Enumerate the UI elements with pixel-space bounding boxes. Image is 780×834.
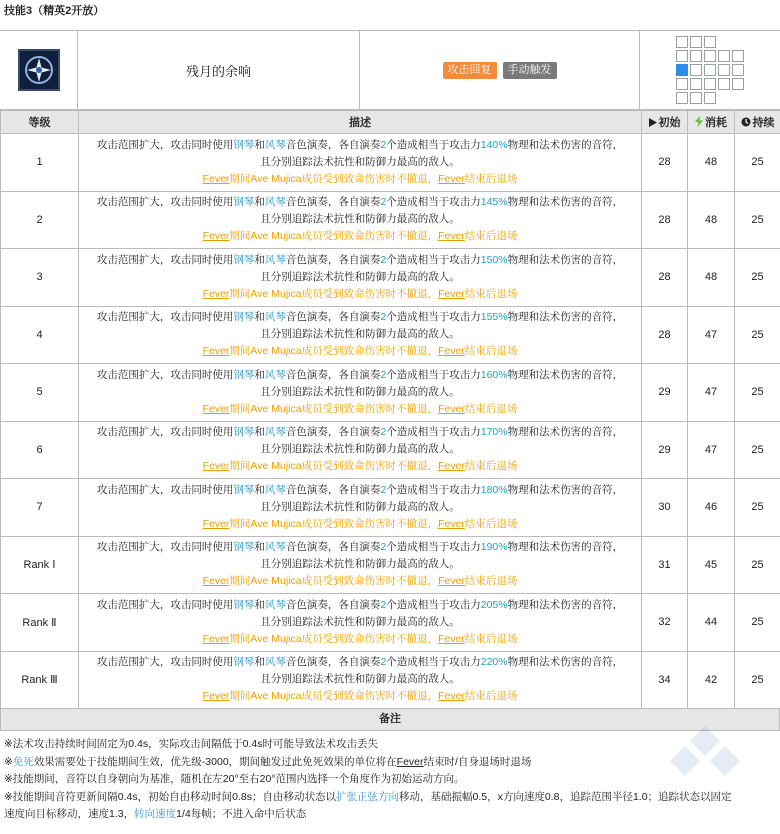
range-cell-self [676, 64, 688, 76]
desc-line-2: 且分别追踪法术抗性和防御力最高的敌人。 [260, 385, 460, 398]
desc-line-2: 且分别追踪法术抗性和防御力最高的敌人。 [260, 443, 460, 456]
desc-text: 音色演奏，各自演奏 [285, 138, 381, 151]
row-cost: 48 [688, 191, 735, 249]
fever-link[interactable]: Fever [396, 755, 424, 768]
desc-line-3 [81, 631, 639, 648]
piano-link[interactable]: 钢琴 [233, 138, 255, 151]
desc-line-1 [81, 424, 639, 441]
note-text: 1/4每帧；不进入命中后状态 [176, 808, 307, 820]
desc-text: 结束后退场 [464, 575, 518, 588]
desc-line-1 [81, 194, 639, 211]
note-count: 2 [380, 368, 387, 381]
row-initial: 28 [642, 306, 688, 364]
row-initial: 28 [642, 191, 688, 249]
row-duration: 25 [735, 134, 780, 192]
desc-line-1 [81, 367, 639, 384]
atk-percent: 205% [480, 598, 508, 611]
desc-text: 结束后退场 [464, 690, 518, 703]
desc-text: 结束后退场 [464, 517, 518, 530]
desc-line-1 [81, 252, 639, 269]
table-row [1, 479, 780, 537]
clock-icon [741, 117, 751, 130]
desc-text: 和 [254, 541, 265, 554]
range-cell-attack [732, 64, 744, 76]
desc-text: 结束后退场 [464, 172, 518, 185]
desc-text: 音色演奏，各自演奏 [285, 253, 381, 266]
range-cell-empty [718, 36, 730, 48]
range-cell-attack [676, 78, 688, 90]
desc-text: 期间Ave Mujica成员受到致命伤害时不撤退， [229, 287, 439, 300]
range-cell-attack [676, 50, 688, 62]
desc-line-1 [81, 137, 639, 154]
desc-text: 攻击范围扩大，攻击同时使用 [96, 483, 234, 496]
desc-text: 期间Ave Mujica成员受到致命伤害时不撤退， [229, 172, 439, 185]
range-cell-attack [718, 64, 730, 76]
range-cell-attack [732, 78, 744, 90]
desc-text: 物理和法术伤害的音符， [507, 368, 624, 381]
row-duration: 25 [735, 191, 780, 249]
piano-link[interactable]: 钢琴 [233, 368, 255, 381]
note-text: 结束时/自身退场时退场 [423, 755, 532, 768]
desc-text: 个造成相当于攻击力 [386, 196, 481, 209]
fever-link[interactable]: Fever [438, 460, 465, 473]
row-duration: 25 [735, 651, 780, 709]
row-level: 6 [1, 421, 79, 479]
atk-percent: 155% [480, 311, 508, 324]
table-row [1, 134, 780, 192]
desc-text: 攻击范围扩大，攻击同时使用 [96, 196, 234, 209]
desc-line-2: 且分别追踪法术抗性和防御力最高的敌人。 [260, 213, 460, 226]
desc-line-1 [81, 539, 639, 556]
row-cost: 47 [688, 306, 735, 364]
desc-line-3 [81, 516, 639, 533]
row-cost: 47 [688, 421, 735, 479]
desc-line-3 [81, 228, 639, 245]
desc-text: 物理和法术伤害的音符， [507, 138, 624, 151]
turn-speed-link[interactable]: 转向速度 [134, 808, 177, 820]
lightning-icon [695, 116, 703, 130]
note-line: ※技能期间，音符以自身朝向为基准，随机在左20°至右20°范围内选择一个角度作为初始运动方向。 [4, 773, 465, 785]
range-cell-attack [690, 36, 702, 48]
row-level: 7 [1, 479, 79, 537]
desc-text: 结束后退场 [464, 345, 518, 358]
note-text: 速度向目标移动，速度1.3， [4, 808, 135, 820]
row-initial: 28 [642, 134, 688, 192]
piano-link[interactable]: 钢琴 [233, 426, 255, 439]
fever-link[interactable]: Fever [202, 690, 230, 703]
desc-text: 和 [254, 656, 265, 669]
note-text: ※技能期间音符更新间隔0.4s，初始自由移动时间0.8s；自由移动状态以 [4, 790, 336, 803]
desc-text: 物理和法术伤害的音符， [507, 598, 624, 611]
table-row [1, 536, 780, 594]
organ-link[interactable]: 风琴 [264, 253, 286, 266]
note-line: ※法术攻击持续时间固定为0.4s，实际攻击间隔低于0.4s时可能导致法术攻击丢失 [4, 738, 378, 750]
row-initial: 29 [642, 364, 688, 422]
header-cost-label: 消耗 [705, 117, 727, 129]
desc-text: 期间Ave Mujica成员受到致命伤害时不撤退， [229, 690, 439, 703]
note-text: 移动，基础振幅0.5，x方向速度0.8，追踪范围半径1.0；追踪状态以固定 [399, 790, 732, 803]
desc-text: 结束后退场 [464, 230, 518, 243]
header-desc: 描述 [79, 111, 642, 134]
organ-link[interactable]: 风琴 [264, 598, 286, 611]
fever-link[interactable]: Fever [438, 690, 465, 703]
desc-text: 物理和法术伤害的音符， [507, 483, 624, 496]
desc-line-3 [81, 573, 639, 590]
desc-text: 攻击范围扩大，攻击同时使用 [96, 598, 234, 611]
desc-text: 攻击范围扩大，攻击同时使用 [96, 426, 234, 439]
fever-link[interactable]: Fever [202, 287, 230, 300]
header-duration-label: 持续 [752, 117, 775, 129]
row-initial: 30 [642, 479, 688, 537]
row-level: 4 [1, 306, 79, 364]
row-level: 2 [1, 191, 79, 249]
desc-text: 期间Ave Mujica成员受到致命伤害时不撤退， [229, 632, 439, 645]
organ-link[interactable]: 风琴 [264, 656, 286, 669]
piano-link[interactable]: 钢琴 [233, 483, 255, 496]
note-count: 2 [380, 196, 387, 209]
row-cost: 48 [688, 249, 735, 307]
row-description [79, 479, 642, 537]
atk-percent: 220% [480, 656, 508, 669]
desc-text: 音色演奏，各自演奏 [285, 598, 381, 611]
row-duration: 25 [735, 536, 780, 594]
table-row [1, 191, 780, 249]
desc-text: 攻击范围扩大，攻击同时使用 [96, 541, 234, 554]
fever-link[interactable]: Fever [202, 402, 230, 415]
fever-link[interactable]: Fever [438, 287, 465, 300]
table-header-row [1, 111, 780, 134]
row-description [79, 594, 642, 652]
organ-link[interactable]: 风琴 [264, 368, 286, 381]
desc-line-3 [81, 688, 639, 705]
header-initial-label: 初始 [658, 117, 681, 129]
desc-text: 期间Ave Mujica成员受到致命伤害时不撤退， [229, 517, 439, 530]
desc-line-3 [81, 171, 639, 188]
desc-text: 物理和法术伤害的音符， [507, 541, 624, 554]
row-level: 3 [1, 249, 79, 307]
desc-text: 个造成相当于攻击力 [386, 541, 481, 554]
piano-link[interactable]: 钢琴 [233, 541, 255, 554]
atk-percent: 150% [480, 253, 508, 266]
fever-link[interactable]: Fever [438, 517, 465, 530]
table-row [1, 249, 780, 307]
desc-text: 攻击范围扩大，攻击同时使用 [96, 311, 234, 324]
skill-header [0, 30, 780, 110]
desc-text: 音色演奏，各自演奏 [285, 196, 381, 209]
row-initial: 29 [642, 421, 688, 479]
row-level: Rank Ⅲ [1, 651, 79, 709]
desc-text: 和 [254, 138, 265, 151]
desc-text: 和 [254, 368, 265, 381]
range-cell-attack [718, 78, 730, 90]
desc-text: 结束后退场 [464, 632, 518, 645]
desc-text: 期间Ave Mujica成员受到致命伤害时不撤退， [229, 402, 439, 415]
desc-text: 音色演奏，各自演奏 [285, 656, 381, 669]
fever-link[interactable]: Fever [202, 345, 230, 358]
row-duration: 25 [735, 249, 780, 307]
atk-percent: 190% [480, 541, 508, 554]
desc-text: 个造成相当于攻击力 [386, 426, 481, 439]
organ-link[interactable]: 风琴 [264, 311, 286, 324]
row-description [79, 134, 642, 192]
fever-link[interactable]: Fever [202, 632, 230, 645]
desc-text: 和 [254, 196, 265, 209]
row-duration: 25 [735, 479, 780, 537]
fever-link[interactable]: Fever [202, 230, 230, 243]
piano-link[interactable]: 钢琴 [233, 253, 255, 266]
desc-text: 个造成相当于攻击力 [386, 253, 481, 266]
desc-text: 期间Ave Mujica成员受到致命伤害时不撤退， [229, 345, 439, 358]
fever-link[interactable]: Fever [202, 575, 230, 588]
desc-text: 个造成相当于攻击力 [386, 311, 481, 324]
desc-text: 攻击范围扩大，攻击同时使用 [96, 368, 234, 381]
sine-direction-link[interactable]: 扩张正弦方向 [336, 790, 399, 803]
desc-line-1 [81, 482, 639, 499]
desc-line-3 [81, 286, 639, 303]
desc-text: 物理和法术伤害的音符， [507, 196, 624, 209]
range-cell-attack [704, 36, 716, 48]
desc-text: 个造成相当于攻击力 [386, 138, 481, 151]
range-cell-attack [732, 50, 744, 62]
note-text: 效果需要处于技能期间生效，优先级-3000，期间触发过此免死效果的单位将在 [33, 755, 397, 768]
header-cost [688, 111, 735, 134]
desc-line-1 [81, 597, 639, 614]
fever-link[interactable]: Fever [202, 460, 230, 473]
desc-line-3 [81, 401, 639, 418]
fever-link[interactable]: Fever [438, 632, 465, 645]
skill-level-table [0, 110, 780, 709]
range-cell-attack [704, 78, 716, 90]
organ-link[interactable]: 风琴 [264, 138, 286, 151]
section-title: 技能3（精英2开放） [4, 5, 105, 17]
desc-text: 音色演奏，各自演奏 [285, 541, 381, 554]
row-initial: 32 [642, 594, 688, 652]
row-cost: 45 [688, 536, 735, 594]
piano-link[interactable]: 钢琴 [233, 598, 255, 611]
range-cell-attack [718, 50, 730, 62]
atk-percent: 140% [480, 138, 508, 151]
tag-attack-recovery: 攻击回复 [443, 62, 497, 79]
row-level: Rank Ⅱ [1, 594, 79, 652]
range-cell-attack [704, 92, 716, 104]
desc-text: 物理和法术伤害的音符， [507, 311, 624, 324]
range-cell-empty [732, 36, 744, 48]
piano-link[interactable]: 钢琴 [233, 196, 255, 209]
note-count: 2 [380, 253, 387, 266]
desc-line-1 [81, 654, 639, 671]
skill-name: 残月的余响 [78, 31, 360, 109]
row-cost: 44 [688, 594, 735, 652]
note-count: 2 [380, 138, 387, 151]
desc-text: 期间Ave Mujica成员受到致命伤害时不撤退， [229, 460, 439, 473]
desc-line-2: 且分别追踪法术抗性和防御力最高的敌人。 [260, 558, 460, 571]
table-row [1, 421, 780, 479]
desc-text: 和 [254, 311, 265, 324]
note-count: 2 [380, 311, 387, 324]
desc-text: 音色演奏，各自演奏 [285, 426, 381, 439]
row-cost: 47 [688, 364, 735, 422]
attack-range [640, 31, 780, 109]
row-description [79, 651, 642, 709]
desc-text: 攻击范围扩大，攻击同时使用 [96, 656, 234, 669]
skill-tags [360, 31, 640, 109]
desc-text: 期间Ave Mujica成员受到致命伤害时不撤退， [229, 230, 439, 243]
row-description [79, 249, 642, 307]
range-cell-attack [690, 92, 702, 104]
note-count: 2 [380, 598, 387, 611]
desc-text: 和 [254, 598, 265, 611]
note-line [4, 806, 776, 824]
range-cell-attack [704, 50, 716, 62]
header-initial [642, 111, 688, 134]
row-cost: 48 [688, 134, 735, 192]
atk-percent: 180% [480, 483, 508, 496]
header-level: 等级 [1, 111, 79, 134]
row-initial: 34 [642, 651, 688, 709]
note-count: 2 [380, 483, 387, 496]
note-text: ※ [4, 755, 13, 768]
range-cell-attack [676, 36, 688, 48]
desc-text: 结束后退场 [464, 402, 518, 415]
piano-link[interactable]: 钢琴 [233, 311, 255, 324]
organ-link[interactable]: 风琴 [264, 483, 286, 496]
organ-link[interactable]: 风琴 [264, 541, 286, 554]
fever-link[interactable]: Fever [438, 575, 465, 588]
desc-text: 和 [254, 253, 265, 266]
row-description [79, 536, 642, 594]
row-level: Rank Ⅰ [1, 536, 79, 594]
notes-header: 备注 [0, 708, 780, 731]
note-count: 2 [380, 656, 387, 669]
desc-line-2: 且分别追踪法术抗性和防御力最高的敌人。 [260, 500, 460, 513]
atk-percent: 170% [480, 426, 508, 439]
crescent-star-icon [18, 49, 60, 91]
desc-line-2: 且分别追踪法术抗性和防御力最高的敌人。 [260, 155, 460, 168]
fever-link[interactable]: Fever [438, 345, 465, 358]
row-description [79, 364, 642, 422]
desc-text: 和 [254, 426, 265, 439]
range-cell-attack [704, 64, 716, 76]
desc-text: 个造成相当于攻击力 [386, 656, 481, 669]
range-cell-empty [718, 92, 730, 104]
desc-text: 期间Ave Mujica成员受到致命伤害时不撤退， [229, 575, 439, 588]
desc-text: 物理和法术伤害的音符， [507, 656, 624, 669]
atk-percent: 145% [480, 196, 508, 209]
row-initial: 31 [642, 536, 688, 594]
desc-line-1 [81, 309, 639, 326]
fever-link[interactable]: Fever [438, 230, 465, 243]
desc-line-3 [81, 458, 639, 475]
desc-text: 结束后退场 [464, 287, 518, 300]
row-duration: 25 [735, 364, 780, 422]
desc-text: 个造成相当于攻击力 [386, 598, 481, 611]
desc-text: 音色演奏，各自演奏 [285, 368, 381, 381]
row-description [79, 306, 642, 364]
range-cell-attack [690, 78, 702, 90]
fever-link[interactable]: Fever [202, 172, 230, 185]
fever-link[interactable]: Fever [438, 402, 465, 415]
note-count: 2 [380, 426, 387, 439]
desc-text: 结束后退场 [464, 460, 518, 473]
watermark-logo [660, 721, 750, 794]
row-description [79, 191, 642, 249]
atk-percent: 160% [480, 368, 508, 381]
row-level: 5 [1, 364, 79, 422]
immortality-link[interactable]: 免死 [12, 755, 34, 768]
tag-manual-trigger: 手动触发 [503, 62, 557, 79]
row-description [79, 421, 642, 479]
range-cell-attack [676, 92, 688, 104]
table-row [1, 364, 780, 422]
table-row [1, 594, 780, 652]
range-cell-attack [690, 64, 702, 76]
desc-line-2: 且分别追踪法术抗性和防御力最高的敌人。 [260, 270, 460, 283]
desc-text: 物理和法术伤害的音符， [507, 253, 624, 266]
row-duration: 25 [735, 421, 780, 479]
note-count: 2 [380, 541, 387, 554]
range-cell-empty [732, 92, 744, 104]
play-icon [649, 118, 657, 130]
desc-text: 音色演奏，各自演奏 [285, 311, 381, 324]
skill-icon-cell [0, 31, 78, 109]
desc-text: 攻击范围扩大，攻击同时使用 [96, 253, 234, 266]
table-row [1, 306, 780, 364]
desc-text: 攻击范围扩大，攻击同时使用 [96, 138, 234, 151]
range-cell-attack [690, 50, 702, 62]
row-cost: 42 [688, 651, 735, 709]
range-grid [676, 36, 744, 104]
table-row [1, 651, 780, 709]
desc-line-2: 且分别追踪法术抗性和防御力最高的敌人。 [260, 328, 460, 341]
desc-text: 个造成相当于攻击力 [386, 368, 481, 381]
desc-line-2: 且分别追踪法术抗性和防御力最高的敌人。 [260, 673, 460, 686]
fever-link[interactable]: Fever [202, 517, 230, 530]
desc-text: 音色演奏，各自演奏 [285, 483, 381, 496]
fever-link[interactable]: Fever [438, 172, 465, 185]
row-initial: 28 [642, 249, 688, 307]
organ-link[interactable]: 风琴 [264, 426, 286, 439]
desc-text: 和 [254, 483, 265, 496]
row-duration: 25 [735, 594, 780, 652]
desc-line-2: 且分别追踪法术抗性和防御力最高的敌人。 [260, 615, 460, 628]
desc-text: 物理和法术伤害的音符， [507, 426, 624, 439]
row-duration: 25 [735, 306, 780, 364]
row-cost: 46 [688, 479, 735, 537]
organ-link[interactable]: 风琴 [264, 196, 286, 209]
piano-link[interactable]: 钢琴 [233, 656, 255, 669]
desc-text: 个造成相当于攻击力 [386, 483, 481, 496]
row-level: 1 [1, 134, 79, 192]
header-duration [735, 111, 780, 134]
desc-line-3 [81, 343, 639, 360]
